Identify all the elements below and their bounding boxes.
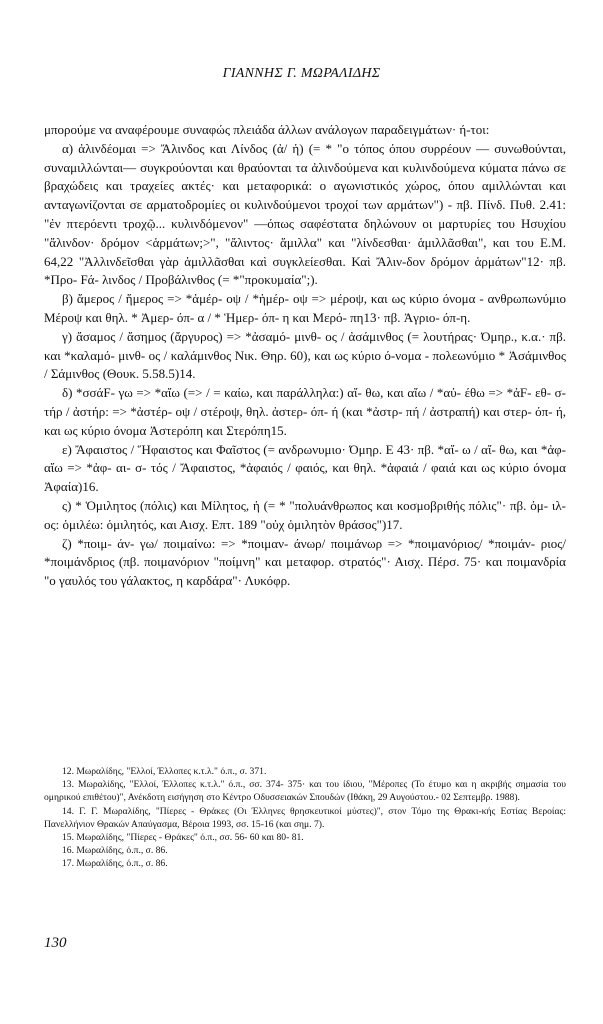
main-text [44,121,566,591]
paragraph: γ) ἄσαμος / ἄσημος (ἄργυρος) => *ἀσαμό- μινθ- ος / ἀσάμινθος (= λουτήρας· Όμηρ., κ.α.· πβ. και *καλαμό- μινθ- ος / καλάμινθος Νικ. Θηρ. 60), και ως κύριο ό-νομα - πολεωνύμιο * Ἀσάμινθος / Σάμινθος (Θουκ. 5.58.5)14. [44,328,566,382]
footnote: 16. Μωραλίδης, ό.π., σ. 86. [62,845,168,857]
paragraph: μπορούμε να αναφέρουμε συναφώς πλειάδα άλλων ανάλογων παραδειγμάτων· ή-τοι: [44,122,490,137]
paragraph: ζ) *ποιμ- άν- γω/ ποιμαίνω: => *ποιμαν- άνωρ/ ποιμάνωρ => *ποιμανόριος/ *ποιμάν- ριος/ *ποιμάνδριος (πβ. ποιμανόριον "ποίμνη" και μεταφορ. στρατός"· Αισχ. Πέρσ. 75· και ποιμανδρία "ο γαυλός του γάλακτος, η καρδάρα"· Λυκόφρ. [44,535,566,589]
footnotes [44,765,566,871]
running-header: ΓΙΑΝΝΗΣ Γ. ΜΩΡΑΛΙΔΗΣ [222,66,381,81]
footnote: 12. Μωραλίδης, "Ελλοί, Έλλοπες κ.τ.λ." ό.π., σ. 371. [62,766,267,777]
paragraph: β) ἄμερος / ἥμερος => *ἀμέρ- οψ / *ἡμέρ- οψ => μέροψ, και ως κύριο όνομα - ανθρωπωνύμιο Μέροψ και θηλ. * Ἀμερ- όπ- α / * Ἡμερ- όπ- η και Μερό- πη13· πβ. Ἀγριο- όπ-η. [44,291,566,325]
footnote: 13. Μωραλίδης, "Ελλοί, Έλλοπες κ.τ.λ." ό.π., σσ. 374- 375· και του ίδιου, "Μέροπες (Το έτυμο και η ακριβής σημασία του ομηρικού επιθέτου)", Ανέκδοτη εισήγηση στο Κέντρο Οδυσσειακών Σπουδών (Ιθάκη, 29 Αυγούστου.- 02 Σεπτεμβρ. 1988). [44,779,566,804]
footnote: 15. Μωραλίδης, "Πίερες - Θράκες" ό.π., σσ. 56- 60 και 80- 81. [62,832,304,844]
paragraph: ε) Ἄφαιστος / Ἥφαιστος και Φαῖστος (= ανδρωνυμιο· Όμηρ. Ε 43· πβ. *αἴ- ω / αἴ- θω, και *ἀφ- αἴω => *ἀφ- αι- σ- τός / Ἄφαιστος, *ἀφαιός / φαιός, και θηλ. *ἀφαιά / φαιά και ως κύριο όνομα Ἀφαία)16. [44,441,566,495]
paragraph: ς) * Ὁμιλητος (πόλις) και Μίλητος, ἡ (= * "πολυάνθρωπος και κοσμοβριθής πόλις"· πβ. ὁμ- ιλ- ος: ὁμιλέω: ὁμιλητός, και Αισχ. Επτ. 189 "οὐχ ὁμιλητὸν θράσος")17. [44,497,566,532]
paragraph: δ) *σσάF- γω => *αἴω (=> / = καίω, και παράλληλα:) αἴ- θω, και αἴω / *αὐ- έθω => *ἀF- εθ- σ- τήρ / ἀστήρ: => *ἀστέρ- οψ / στέροψ, θηλ. ἀστερ- όπ- ή (και *ἀστρ- πή / ἀστραπή) και στερ- όπ- ή, και ως κύριο όνομα Ἀστερόπη και Στερόπη15. [44,385,566,438]
footnote: 17. Μωραλίδης, ό.π., σ. 86. [62,858,168,870]
page-number: 130 [44,935,67,951]
paragraph: α) ἀλινδέομαι => Ἄλινδος και Λίνδος (ἀ/ ἡ) (= * "ο τόπος όπου συρρέουν — συνωθούνται, συναμιλλώνται— συγκρούονται και θραύονται τα ἀλινδούμενα και κυλινδούμενα κύματα πάνω σε βραχώδεις και τραχείες ακτές· και μεταφορικά: ο αγωνιστικός χώρος, όπου αμιλλώνται και ανταγωνίζονται σε αρματοδρομίες οι κυλινδούμενοι τροχοί των αρμάτων") - πβ. Πίνδ. Πυθ. 2.41: "ἐν πτερόεντι τροχῷ... κυλινδόμενον" —όπως σαφέστατα δηλώνουν οι μαρτυρίες του Ησυχίου "ἄλινδον· δρόμον <ἁρμάτων;>", "ἄλιντος· ἅμιλλα" και "λίνδεσθαι· ἁμιλλᾶσθαι", και του Ε.Μ. 64,22 "Ἀλλινδεῖσθαι γὰρ ἁμιλλᾶσθαι καὶ συγκλείεσθαι. Καὶ Ἄλιν-δον δρόμον ἁρμάτων"12· πβ. *Προ- Fά- λινδος / Προβάλινθος (= *"προκυμαία";). [44,140,566,288]
footnote: 14. Γ. Γ. Μωραλίδης, "Πίερες - Θράκες (Οι Έλληνες θρησκευτικοί μύστες)", στον Τόμο της Θρακι-κής Εστίας Βεροίας: Πανελλήνιον Θρακών Απαύγασμα, Βέροια 1993, σσ. 15-16 (και σημ. 7). [44,805,566,830]
